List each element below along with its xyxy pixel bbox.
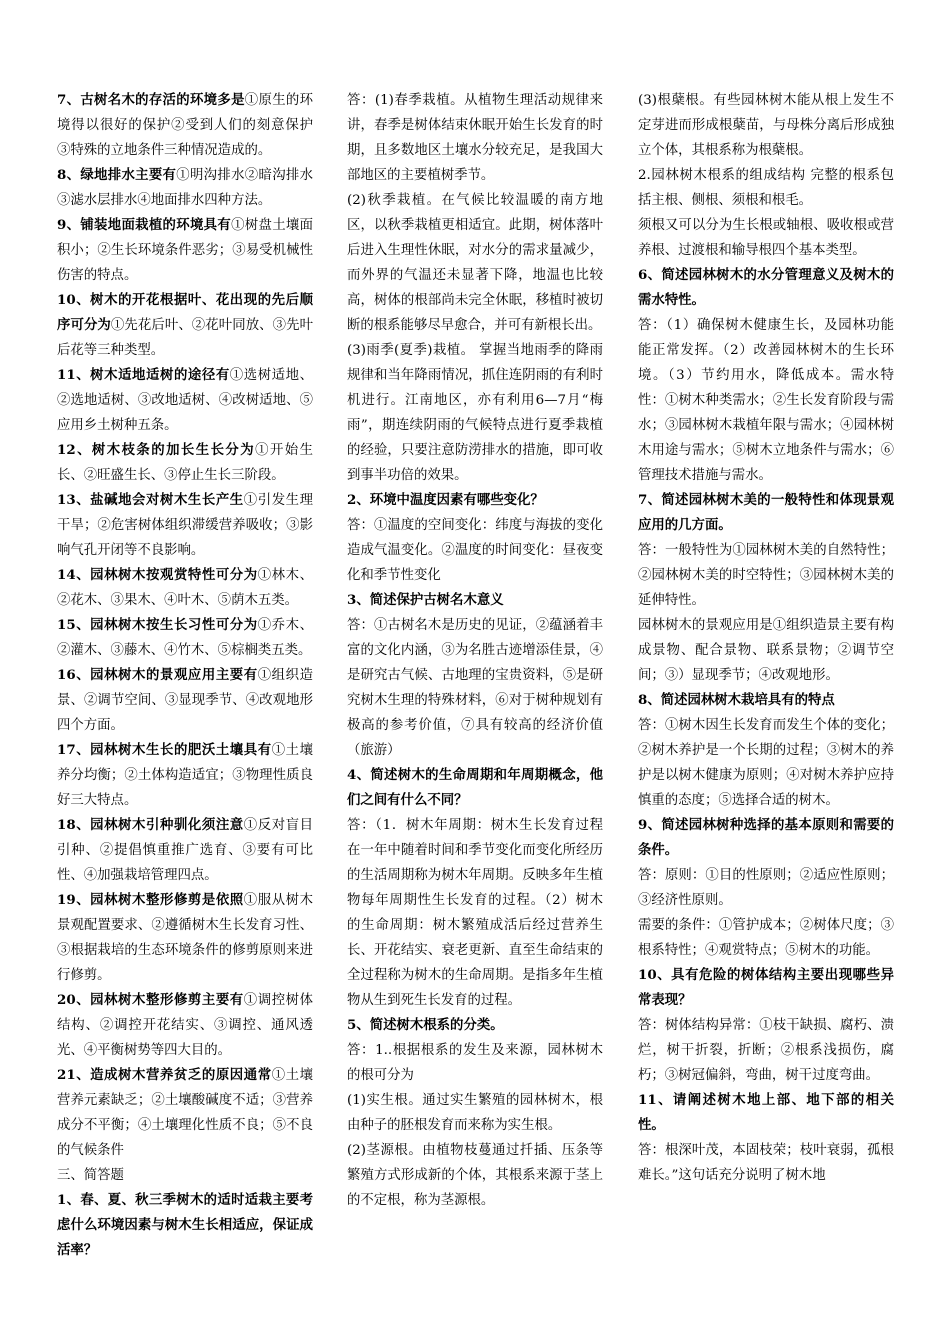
- answer-5-structure: 2.园林树木根系的组成结构 完整的根系包括主根、侧根、须根和根毛。: [638, 168, 894, 208]
- item-17: 17、园林树木生长的肥沃土壤具有①土壤养分均衡；②土体构造适宜；③物理性质良好三大特点。: [57, 742, 314, 808]
- answer-7b: 园林树木的景观应用是①组织造景主要有构成景物、配合景物、联系景物；②调节空间；③）显现季节；④改观地形。: [638, 618, 894, 683]
- answer-1-rainy: (3)雨季(夏季)栽植。 掌握当地雨季的降雨规律和当年降雨情况，抓住连阴雨的有利时机进行。江南地区，亦有利用6—7月“梅雨”，期连续阴雨的气候特点进行夏季栽植的经验，只要注意防涝排水的措施，即可收到事半功倍的效果。: [347, 343, 603, 483]
- item-19: 19、园林树木整形修剪是依照①服从树木景观配置要求、②遵循树木生长发育习性、③根据栽培的生态环境条件的修剪原则来进行修剪。: [57, 892, 314, 983]
- answer-4: 答：（1．树木年周期：树木生长发育过程在一年中随着时间和季节变化而变化所经历的生活周期称为树木年周期。反映多年生植物每年周期性生长发育的过程。（2）树木的生命周期：树木繁殖成活后经过营养生长、开花结实、衰老更新、直至生命结束的全过程称为树木的生命周期。是指多年生植物从生到死生长发育的过程。: [347, 818, 603, 1008]
- answer-8: 答：①树木因生长发育而发生个体的变化；②树木养护是一个长期的过程；③树木的养护是以树木健康为原则；④对树木养护应持慎重的态度；⑤选择合适的树木。: [638, 718, 894, 808]
- question-7: 7、简述园林树木美的一般特性和体现景观应用的几方面。: [638, 492, 894, 533]
- item-10: 10、树木的开花根据叶、花出现的先后顺序可分为①先花后叶、②花叶同放、③先叶后花等三种类型。: [57, 292, 314, 358]
- answer-11: 答：根深叶茂，本固枝荣；枝叶衰弱，孤根难长。”这句话充分说明了树木地: [638, 1143, 894, 1183]
- answer-5-intro: 答：1..根据根系的发生及来源，园林树木的根可分为: [347, 1043, 603, 1083]
- question-5: 5、简述树木根系的分类。: [347, 1017, 504, 1033]
- item-15: 15、园林树木按生长习性可分为①乔木、②灌木、③藤木、④竹木、⑤棕榈类五类。: [57, 617, 313, 658]
- answer-5-stem-root: (2)茎源根。由植物枝蔓通过扦插、压条等繁殖方式形成新的个体，其根系来源于茎上的不定根，称为茎源根。: [347, 1143, 603, 1208]
- item-14: 14、园林树木按观赏特性可分为①林木、②花木、③果木、④叶木、⑤荫木五类。: [57, 567, 313, 608]
- question-11: 11、请阐述树木地上部、地下部的相关性。: [638, 1092, 894, 1133]
- question-10: 10、具有危险的树体结构主要出现哪些异常表现？: [638, 967, 894, 1008]
- answer-1-spring: 答：(1)春季栽植。从植物生理活动规律来讲，春季是树体结束休眠开始生长发育的时期，且多数地区土壤水分较充足，是我国大部地区的主要植树季节。: [347, 93, 603, 183]
- answer-5-sucker-root: (3)根蘖根。有些园林树木能从根上发生不定芽进而形成根蘖苗，与母株分离后形成独立个体，其根系称为根蘖根。: [638, 93, 894, 158]
- item-7: 7、古树名木的存活的环境多是①原生的环境得以很好的保护②受到人们的刻意保护 ③特殊的立地条件三种情况造成的。: [57, 92, 314, 158]
- answer-5-seedling-root: (1)实生根。通过实生繁殖的园林树木，根由种子的胚根发育而来称为实生根。: [347, 1093, 603, 1133]
- question-8: 8、简述园林树木栽培具有的特点: [638, 692, 835, 708]
- column-right: [638, 88, 894, 1188]
- answer-3: 答：①古树名木是历史的见证，②蕴涵着丰富的文化内涵，③为名胜古迹增添佳景，④是研究古气候、古地理的宝贵资料，⑤是研究树木生理的特殊材料，⑥对于树种规划有极高的参考价值，⑦具有较高的经济价值（旅游）: [347, 618, 603, 758]
- answer-9b: 需要的条件：①管护成本；②树体尺度；③根系特性；④观赏特点；⑤树木的功能。: [638, 918, 894, 958]
- answer-7a: 答：一般特性为①园林树木美的自然特性；②园林树木美的时空特性；③园林树木美的延伸特性。: [638, 543, 894, 608]
- item-12: 12、树木枝条的加长生长分为①开始生长、②旺盛生长、③停止生长三阶段。: [57, 442, 314, 483]
- answer-2: 答：①温度的空间变化：纬度与海拔的变化造成气温变化。②温度的时间变化：昼夜变化和季节性变化: [347, 518, 603, 583]
- question-6: 6、简述园林树木的水分管理意义及树木的需水特性。: [638, 267, 894, 308]
- item-9: 9、铺装地面栽植的环境具有①树盘土壤面积小；②生长环境条件恶劣；③易受机械性伤害的特点。: [57, 217, 313, 283]
- question-2: 2、环境中温度因素有哪些变化？: [347, 492, 544, 508]
- answer-9a: 答：原则：①目的性原则；②适应性原则；③经济性原则。: [638, 868, 894, 908]
- item-21: 21、造成树木营养贫乏的原因通常①土壤营养元素缺乏；②土壤酸碱度不适；③营养成分不平衡；④土壤理化性质不良；⑤不良的气候条件: [57, 1067, 314, 1158]
- question-3: 3、简述保护古树名木意义: [347, 592, 504, 608]
- item-16: 16、园林树木的景观应用主要有①组织造景、②调节空间、③显现季节、④改观地形四个方面。: [57, 667, 313, 733]
- question-9: 9、简述园林树种选择的基本原则和需要的条件。: [638, 817, 894, 858]
- question-1: 1、春、夏、秋三季树木的适时适栽主要考虑什么环境因素与树木生长相适应，保证成活率？: [57, 1192, 313, 1258]
- item-11: 11、树木适地适树的途径有①选树适地、②选地适树、③改地适树、④改树适地、⑤应用乡土树种五条。: [57, 367, 313, 433]
- answer-6: 答：（1）确保树木健康生长，及园林功能能正常发挥。（2）改善园林树木的生长环境。（3）节约用水，降低成本。需水特性：①树木种类需水；②生长发育阶段与需水；③园林树木栽植年限与需水；④园林树木用途与需水；⑤树木立地条件与需水；⑥管理技术措施与需水。: [638, 318, 894, 483]
- column-middle: [347, 88, 603, 1213]
- item-13: 13、盐碱地会对树木生长产生①引发生理干旱；②危害树体组织滞缓营养吸收；③影响气孔开闭等不良影响。: [57, 492, 314, 558]
- question-4: 4、简述树木的生命周期和年周期概念，他们之间有什么不同？: [347, 767, 603, 808]
- answer-5-fibrous: 须根又可以分为生长根或轴根、吸收根或营养根、过渡根和输导根四个基本类型。: [638, 218, 894, 258]
- item-18: 18、园林树木引种驯化须注意①反对盲目引种、②提倡慎重推广选育、③要有可比性、④加强栽培管理四点。: [57, 817, 314, 883]
- item-20: 20、园林树木整形修剪主要有①调控树体结构、②调控开花结实、③调控、通风透光、④平衡树势等四大目的。: [57, 992, 314, 1058]
- answer-10: 答：树体结构异常：①枝干缺损、腐朽、溃烂，树干折裂，折断；②根系浅损伤，腐朽；③树冠偏斜，弯曲，树干过度弯曲。: [638, 1018, 894, 1083]
- column-left: [57, 88, 313, 1263]
- item-8: 8、绿地排水主要有①明沟排水②暗沟排水③滤水层排水④地面排水四种方法。: [57, 167, 313, 208]
- answer-1-autumn: (2)秋季栽植。在气候比较温暖的南方地区，以秋季栽植更相适宜。此期，树体落叶后进入生理性休眠，对水分的需求量减少，而外界的气温还未显著下降，地温也比较高，树体的根部尚未完全休眠，移植时被切断的根系能够尽早愈合，并可有新根长出。: [347, 193, 603, 333]
- section-heading: 三、简答题: [57, 1168, 124, 1183]
